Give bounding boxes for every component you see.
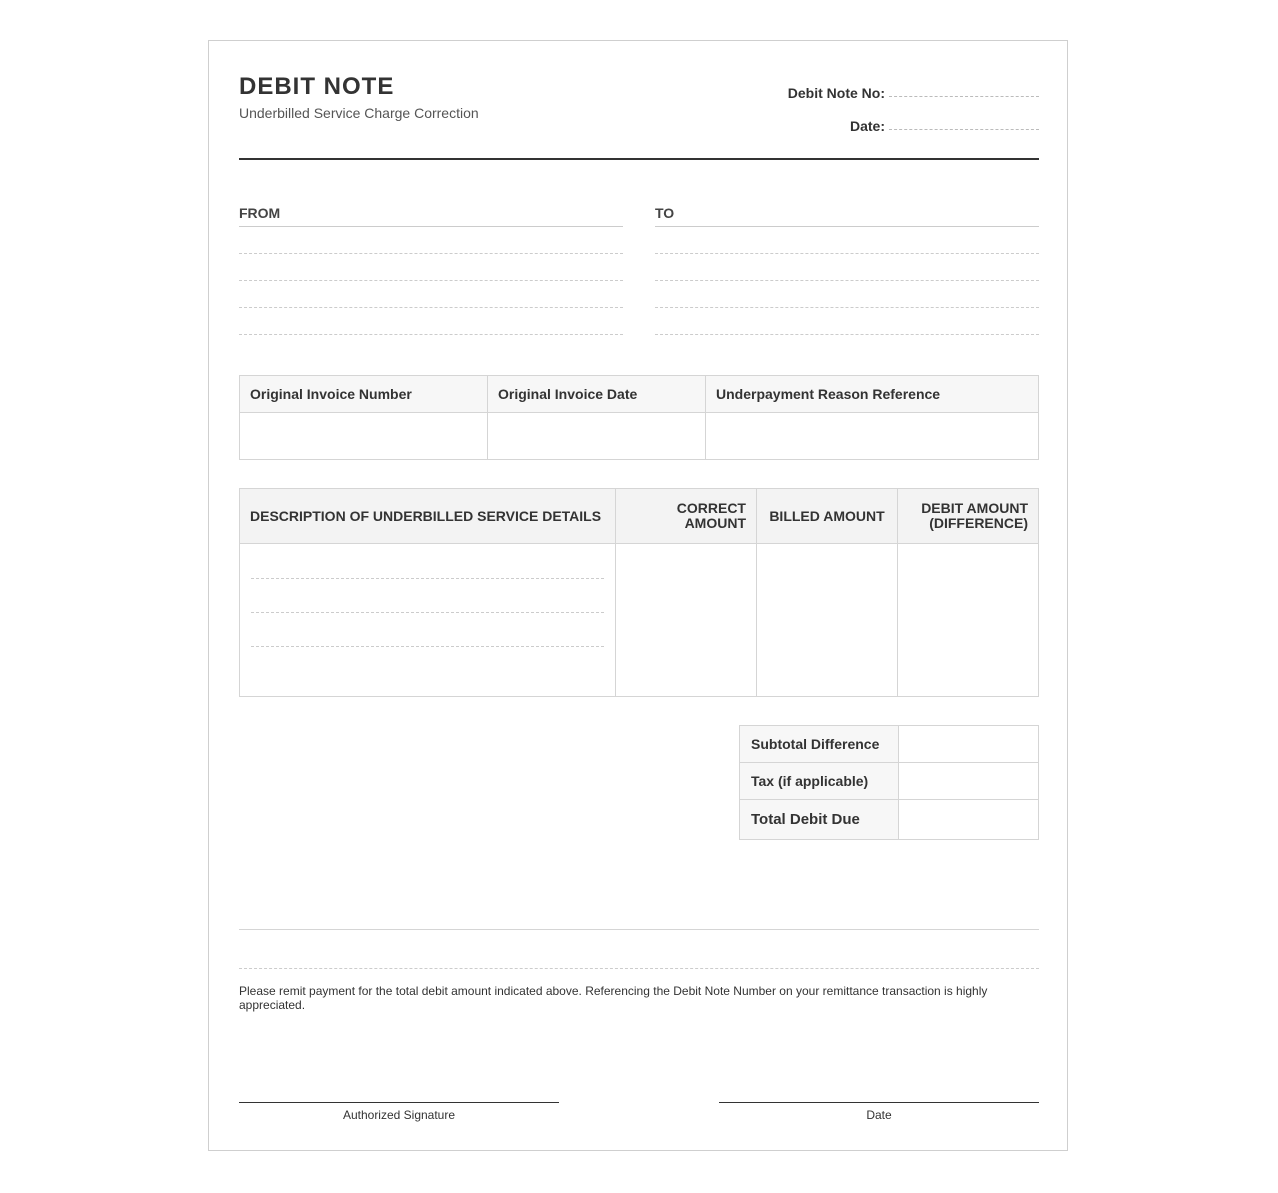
service-details-table — [239, 488, 1039, 697]
to-section — [655, 205, 1039, 335]
subtotal-value[interactable] — [899, 726, 1039, 763]
from-line-1[interactable] — [239, 227, 623, 254]
signature-date-block — [719, 1102, 1039, 1122]
subtotal-label: Subtotal Difference — [740, 726, 899, 763]
from-line-3[interactable] — [239, 281, 623, 308]
from-line-2[interactable] — [239, 254, 623, 281]
col-original-invoice-number: Original Invoice Number — [240, 376, 488, 413]
original-invoice-date-cell[interactable] — [488, 413, 706, 460]
from-section — [239, 205, 623, 335]
authorized-signature-block — [239, 1102, 559, 1122]
authorized-signature-line[interactable] — [239, 1102, 559, 1103]
to-label: TO — [655, 205, 1039, 227]
debit-note-number-label: Debit Note No: — [787, 85, 885, 101]
correct-amount-cell[interactable] — [616, 544, 757, 697]
authorized-signature-label: Authorized Signature — [342, 1108, 456, 1122]
debit-note-number-field[interactable] — [889, 96, 1039, 97]
signature-date-label: Date — [866, 1108, 892, 1122]
description-line-3[interactable] — [251, 613, 604, 647]
from-label: FROM — [239, 205, 623, 227]
debit-note-number-row — [788, 85, 1039, 101]
date-row — [850, 118, 1039, 134]
reference-value-row — [240, 413, 1039, 460]
totals-table — [739, 725, 1039, 840]
description-line-1[interactable] — [251, 545, 604, 579]
debit-amount-cell[interactable] — [898, 544, 1039, 697]
original-invoice-number-cell[interactable] — [240, 413, 488, 460]
col-debit-amount: DEBIT AMOUNT (DIFFERENCE) — [898, 489, 1039, 544]
col-correct-amount: CORRECT AMOUNT — [616, 489, 757, 544]
from-line-4[interactable] — [239, 308, 623, 335]
notes-divider — [239, 929, 1039, 930]
document-title: DEBIT NOTE — [239, 73, 395, 100]
col-description: DESCRIPTION OF UNDERBILLED SERVICE DETAILS — [240, 489, 616, 544]
signature-date-line[interactable] — [719, 1102, 1039, 1103]
col-underpayment-reason: Underpayment Reason Reference — [706, 376, 1039, 413]
total-row — [740, 800, 1039, 840]
to-line-4[interactable] — [655, 308, 1039, 335]
col-original-invoice-date: Original Invoice Date — [488, 376, 706, 413]
items-header-row — [240, 489, 1039, 544]
description-cell[interactable] — [240, 544, 616, 697]
billed-amount-cell[interactable] — [757, 544, 898, 697]
tax-value[interactable] — [899, 763, 1039, 800]
header-divider — [239, 158, 1039, 160]
items-body-row — [240, 544, 1039, 697]
col-billed-amount: BILLED AMOUNT — [757, 489, 898, 544]
total-value[interactable] — [899, 800, 1039, 840]
date-label: Date: — [849, 118, 885, 134]
date-field[interactable] — [889, 129, 1039, 130]
to-line-1[interactable] — [655, 227, 1039, 254]
tax-row — [740, 763, 1039, 800]
debit-note-page — [208, 40, 1068, 1151]
tax-label: Tax (if applicable) — [740, 763, 899, 800]
document-subtitle: Underbilled Service Charge Correction — [239, 105, 479, 121]
underpayment-reason-cell[interactable] — [706, 413, 1039, 460]
to-line-2[interactable] — [655, 254, 1039, 281]
notes-dashed-line[interactable] — [239, 968, 1039, 969]
description-line-2[interactable] — [251, 579, 604, 613]
total-label: Total Debit Due — [740, 800, 899, 840]
to-line-3[interactable] — [655, 281, 1039, 308]
reference-header-row — [240, 376, 1039, 413]
subtotal-row — [740, 726, 1039, 763]
invoice-reference-table — [239, 375, 1039, 460]
payment-note: Please remit payment for the total debit amount indicated above. Referencing the Debit Note Number on your remittance transaction is highly appreciated. — [239, 984, 988, 1012]
